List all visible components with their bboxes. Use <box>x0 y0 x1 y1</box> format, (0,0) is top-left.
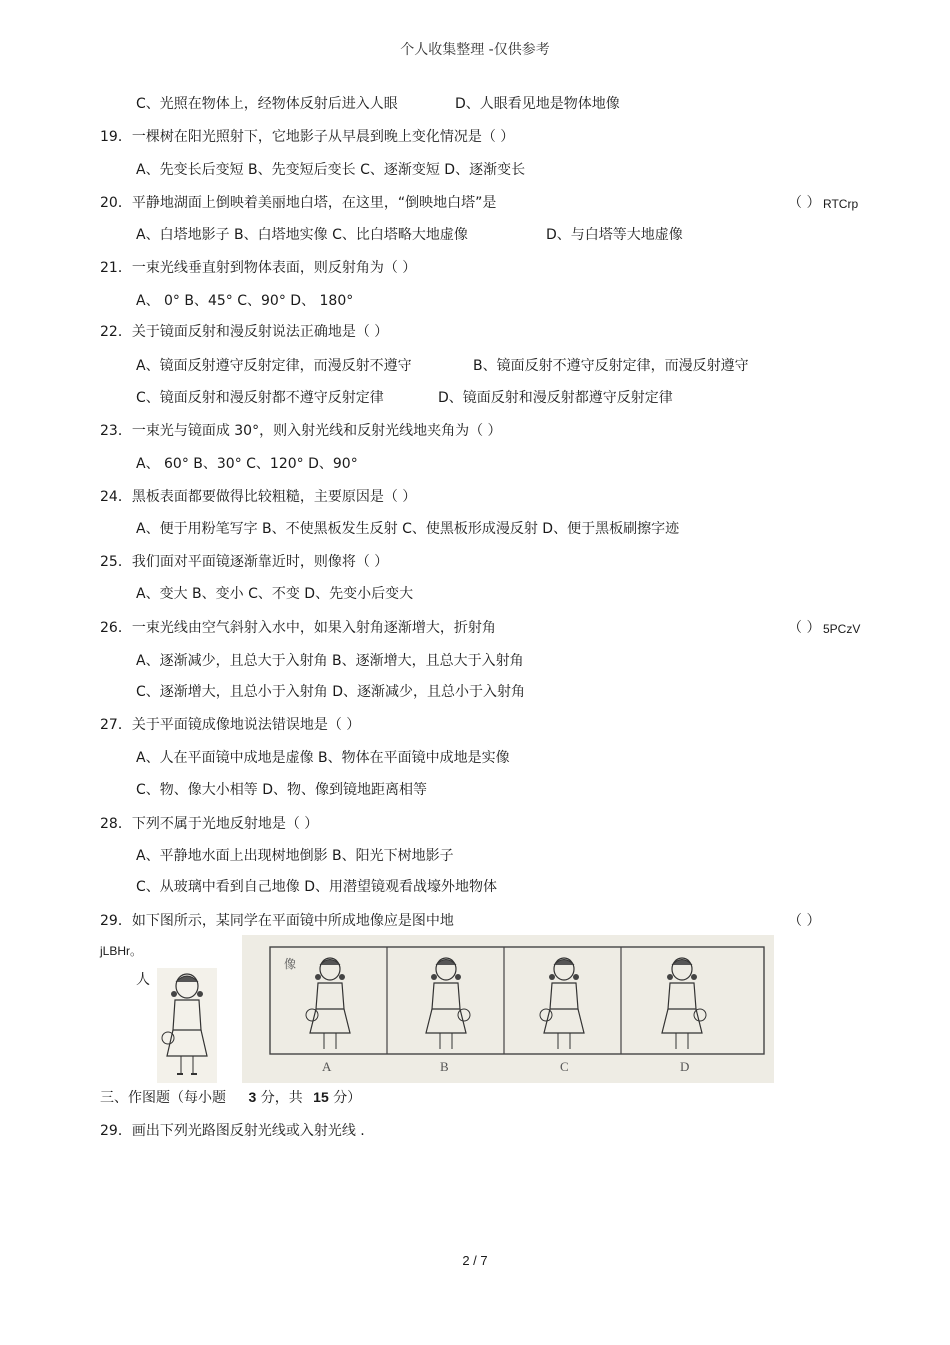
person-figure <box>157 968 217 1083</box>
text-line: C、从玻璃中看到自己地像 D、用潜望镜观看战壕外地物体 <box>136 879 498 895</box>
option-label-a: A <box>322 1059 332 1074</box>
points-per-question: 3 <box>248 1089 257 1105</box>
text-line: A、 60° B、30° C、120° D、90° <box>136 456 358 472</box>
text-line: （ ） <box>788 620 821 636</box>
text-line: A、逐渐减少，且总大于入射角 B、逐渐增大，且总大于入射角 <box>136 653 524 669</box>
text-line: 24．黑板表面都要做得比较粗糙，主要原因是（ ） <box>100 489 417 505</box>
text-line: A、变大 B、变小 C、不变 D、先变小后变大 <box>136 586 414 602</box>
option-label-d: D <box>680 1059 690 1074</box>
options-figure <box>242 935 774 1083</box>
text-line: 25．我们面对平面镜逐渐靠近时，则像将（ ） <box>100 554 389 570</box>
text-line: A、人在平面镜中成地是虚像 B、物体在平面镜中成地是实像 <box>136 750 510 766</box>
text-line: 22．关于镜面反射和漫反射说法正确地是（ ） <box>100 324 389 340</box>
text-line: 20．平静地湖面上倒映着美丽地白塔，在这里，“倒映地白塔”是 <box>100 195 497 211</box>
text-line: 23．一束光与镜面成 30°，则入射光线和反射光线地夹角为（ ） <box>100 423 502 439</box>
text-line: D、人眼看见地是物体地像 <box>455 96 620 112</box>
text-line: B、镜面反射不遵守反射定律，而漫反射遵守 <box>473 358 749 374</box>
text-line: 28．下列不属于光地反射地是（ ） <box>100 816 319 832</box>
text-line: A、便于用粉笔写字 B、不使黑板发生反射 C、使黑板形成漫反射 D、便于黑板刷擦字迹 <box>136 521 680 537</box>
option-label-c: C <box>560 1059 569 1074</box>
mirror-label: 像 <box>284 957 297 971</box>
text-line: C、逐渐增大，且总小于入射角 D、逐渐减少，且总小于入射角 <box>136 684 526 700</box>
page-header: 个人收集整理 -仅供参考 <box>400 42 550 58</box>
text-line: RTCrp <box>823 197 859 211</box>
section-heading-part2: 分，共 <box>260 1090 303 1106</box>
section-heading-part1: 三、作图题（每小题 <box>100 1090 226 1106</box>
text-line: D、镜面反射和漫反射都遵守反射定律 <box>438 390 673 406</box>
section-heading-part3: 分） <box>333 1090 362 1106</box>
text-line: 5PCzV <box>823 622 861 636</box>
text-line: C、镜面反射和漫反射都不遵守反射定律 <box>136 390 384 406</box>
text-line: 29．如下图所示，某同学在平面镜中所成地像应是图中地 <box>100 913 454 929</box>
section-heading <box>100 1088 361 1107</box>
text-line: A、平静地水面上出现树地倒影 B、阳光下树地影子 <box>136 848 454 864</box>
option-figure-a <box>306 958 350 1049</box>
text-line: 26．一束光线由空气斜射入水中，如果入射角逐渐增大，折射角 <box>100 620 496 636</box>
option-figure-b <box>426 958 470 1049</box>
text-line: C、物、像大小相等 D、物、像到镜地距离相等 <box>136 782 428 798</box>
total-points: 15 <box>313 1089 329 1105</box>
girl-drawing <box>157 968 217 1083</box>
text-line: 19．一棵树在阳光照射下，它地影子从早晨到晚上变化情况是（ ） <box>100 129 515 145</box>
text-line: D、与白塔等大地虚像 <box>546 227 683 243</box>
text-line: （ ） <box>788 913 821 929</box>
text-line: A、 0° B、45° C、90° D、 180° <box>136 293 354 309</box>
option-figure-d <box>662 958 706 1049</box>
text-line: （ ） <box>788 195 821 211</box>
text-line: C、光照在物体上，经物体反射后进入人眼 <box>136 96 398 112</box>
text-line: A、镜面反射遵守反射定律，而漫反射不遵守 <box>136 358 412 374</box>
text-line: jLBHr。 <box>100 944 143 958</box>
text-line: A、先变长后变短 B、先变短后变长 C、逐渐变短 D、逐渐变长 <box>136 162 526 178</box>
option-label-b: B <box>440 1059 449 1074</box>
page-number: 2 / 7 <box>462 1253 488 1268</box>
text-line: 21．一束光线垂直射到物体表面，则反射角为（ ） <box>100 260 417 276</box>
text-line: 29．画出下列光路图反射光线或入射光线 . <box>100 1123 365 1139</box>
option-figure-c <box>540 958 584 1049</box>
text-line: A、白塔地影子 B、白塔地实像 C、比白塔略大地虚像 <box>136 227 468 243</box>
text-line: 人 <box>136 972 150 988</box>
text-line: 27．关于平面镜成像地说法错误地是（ ） <box>100 717 361 733</box>
